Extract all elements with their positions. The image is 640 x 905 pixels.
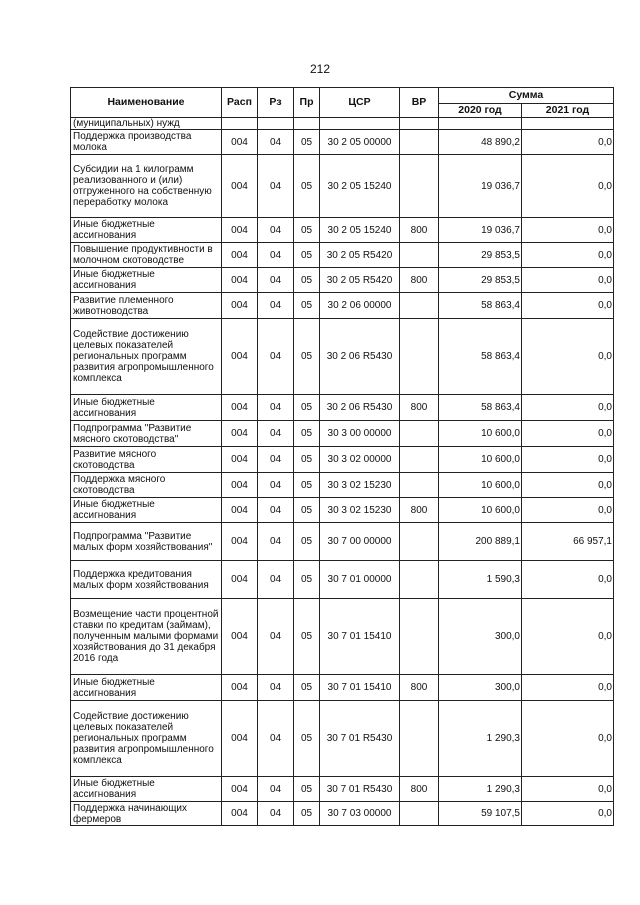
row-csr: 30 3 02 15230	[320, 498, 400, 523]
row-sum-2021: 0,0	[522, 675, 614, 701]
row-rz: 04	[258, 218, 294, 243]
row-pr: 05	[294, 599, 320, 675]
row-pr: 05	[294, 777, 320, 802]
row-vr	[400, 155, 439, 218]
row-csr: 30 2 05 15240	[320, 155, 400, 218]
row-sum-2020: 48 890,2	[439, 130, 522, 155]
table-row	[71, 701, 614, 777]
row-sum-2021: 0,0	[522, 447, 614, 473]
row-pr: 05	[294, 498, 320, 523]
table-row	[71, 421, 614, 447]
row-rasp	[222, 118, 258, 130]
row-rasp: 004	[222, 243, 258, 268]
row-sum-2020: 29 853,5	[439, 268, 522, 293]
row-sum-2020: 58 863,4	[439, 395, 522, 421]
row-csr: 30 3 00 00000	[320, 421, 400, 447]
budget-table	[70, 87, 614, 826]
table-row	[71, 675, 614, 701]
row-sum-2021: 0,0	[522, 802, 614, 826]
header-year-2021: 2021 год	[522, 104, 614, 118]
row-csr: 30 7 00 00000	[320, 523, 400, 561]
row-csr: 30 2 06 R5430	[320, 319, 400, 395]
row-pr: 05	[294, 218, 320, 243]
table-row	[71, 447, 614, 473]
table-row	[71, 268, 614, 293]
row-sum-2020: 59 107,5	[439, 802, 522, 826]
row-csr: 30 7 01 00000	[320, 561, 400, 599]
row-rasp: 004	[222, 218, 258, 243]
row-csr: 30 2 06 00000	[320, 293, 400, 319]
row-csr: 30 7 01 15410	[320, 599, 400, 675]
table-row	[71, 498, 614, 523]
header-rasp: Расп	[222, 88, 258, 118]
row-vr: 800	[400, 395, 439, 421]
row-name: Иные бюджетные ассигнования	[71, 395, 222, 421]
row-sum-2020: 300,0	[439, 599, 522, 675]
table-row	[71, 243, 614, 268]
row-sum-2020: 19 036,7	[439, 218, 522, 243]
row-vr: 800	[400, 218, 439, 243]
row-csr: 30 2 05 15240	[320, 218, 400, 243]
row-rasp: 004	[222, 701, 258, 777]
row-rasp: 004	[222, 293, 258, 319]
row-rasp: 004	[222, 498, 258, 523]
row-pr: 05	[294, 268, 320, 293]
table-row	[71, 293, 614, 319]
row-vr: 800	[400, 777, 439, 802]
row-sum-2021: 0,0	[522, 155, 614, 218]
row-sum-2021: 0,0	[522, 268, 614, 293]
table-row	[71, 561, 614, 599]
row-rasp: 004	[222, 523, 258, 561]
row-rasp: 004	[222, 395, 258, 421]
row-pr: 05	[294, 523, 320, 561]
row-rz: 04	[258, 498, 294, 523]
row-sum-2021: 0,0	[522, 498, 614, 523]
row-rasp: 004	[222, 155, 258, 218]
row-csr: 30 2 05 R5420	[320, 243, 400, 268]
row-pr: 05	[294, 421, 320, 447]
row-sum-2021: 0,0	[522, 561, 614, 599]
row-name: Иные бюджетные ассигнования	[71, 675, 222, 701]
row-rz: 04	[258, 421, 294, 447]
row-sum-2021: 0,0	[522, 473, 614, 498]
row-pr: 05	[294, 675, 320, 701]
row-pr: 05	[294, 130, 320, 155]
row-rz: 04	[258, 473, 294, 498]
table-row	[71, 130, 614, 155]
row-sum-2020: 10 600,0	[439, 421, 522, 447]
row-csr: 30 7 01 R5430	[320, 777, 400, 802]
row-vr: 800	[400, 675, 439, 701]
row-vr	[400, 421, 439, 447]
header-pr: Пр	[294, 88, 320, 118]
row-name: (муниципальных) нужд	[71, 118, 222, 130]
row-sum-2020: 29 853,5	[439, 243, 522, 268]
row-sum-2020: 1 290,3	[439, 777, 522, 802]
row-csr: 30 3 02 15230	[320, 473, 400, 498]
row-pr: 05	[294, 319, 320, 395]
row-sum-2021: 0,0	[522, 599, 614, 675]
row-sum-2020: 58 863,4	[439, 319, 522, 395]
row-name: Развитие мясного скотоводства	[71, 447, 222, 473]
table-row	[71, 218, 614, 243]
row-sum-2021: 0,0	[522, 293, 614, 319]
row-name: Субсидии на 1 килограмм реализованного и (или) отгруженного на собственную переработку молока	[71, 155, 222, 218]
row-csr: 30 7 03 00000	[320, 802, 400, 826]
row-pr: 05	[294, 802, 320, 826]
row-pr: 05	[294, 701, 320, 777]
row-vr	[400, 473, 439, 498]
row-name: Иные бюджетные ассигнования	[71, 218, 222, 243]
row-vr	[400, 293, 439, 319]
row-sum-2021: 0,0	[522, 701, 614, 777]
row-name: Поддержка кредитования малых форм хозяйствования	[71, 561, 222, 599]
row-rz: 04	[258, 675, 294, 701]
row-vr	[400, 118, 439, 130]
row-sum-2020: 58 863,4	[439, 293, 522, 319]
row-vr	[400, 701, 439, 777]
row-vr	[400, 523, 439, 561]
row-name: Подпрограмма "Развитие малых форм хозяйствования"	[71, 523, 222, 561]
row-vr	[400, 802, 439, 826]
row-sum-2020: 10 600,0	[439, 498, 522, 523]
table-row	[71, 319, 614, 395]
row-vr	[400, 243, 439, 268]
row-vr: 800	[400, 268, 439, 293]
row-csr: 30 2 06 R5430	[320, 395, 400, 421]
row-rz: 04	[258, 130, 294, 155]
row-rasp: 004	[222, 319, 258, 395]
row-sum-2021: 0,0	[522, 319, 614, 395]
header-name: Наименование	[71, 88, 222, 118]
row-rasp: 004	[222, 473, 258, 498]
row-name: Развитие племенного животноводства	[71, 293, 222, 319]
row-rasp: 004	[222, 675, 258, 701]
row-sum-2020: 19 036,7	[439, 155, 522, 218]
row-pr: 05	[294, 155, 320, 218]
row-rz: 04	[258, 447, 294, 473]
row-rasp: 004	[222, 802, 258, 826]
table-row	[71, 118, 614, 130]
row-pr: 05	[294, 473, 320, 498]
row-rasp: 004	[222, 130, 258, 155]
header-vr: ВР	[400, 88, 439, 118]
table-row	[71, 473, 614, 498]
row-csr: 30 7 01 15410	[320, 675, 400, 701]
row-name: Поддержка мясного скотоводства	[71, 473, 222, 498]
row-vr	[400, 130, 439, 155]
row-sum-2020	[439, 118, 522, 130]
row-vr	[400, 447, 439, 473]
row-sum-2021	[522, 118, 614, 130]
row-name: Подпрограмма "Развитие мясного скотоводства"	[71, 421, 222, 447]
header-sum: Сумма	[439, 88, 614, 104]
table-row	[71, 395, 614, 421]
row-name: Возмещение части процентной ставки по кредитам (займам), полученным малыми формами хозяйствования до 31 декабря 2016 года	[71, 599, 222, 675]
table-row	[71, 777, 614, 802]
table-row	[71, 155, 614, 218]
header-csr: ЦСР	[320, 88, 400, 118]
row-rz	[258, 118, 294, 130]
row-rz: 04	[258, 777, 294, 802]
row-rz: 04	[258, 319, 294, 395]
row-pr: 05	[294, 293, 320, 319]
row-sum-2021: 66 957,1	[522, 523, 614, 561]
row-pr: 05	[294, 395, 320, 421]
row-rasp: 004	[222, 561, 258, 599]
row-pr: 05	[294, 243, 320, 268]
row-rasp: 004	[222, 599, 258, 675]
row-csr: 30 2 05 00000	[320, 130, 400, 155]
row-rasp: 004	[222, 447, 258, 473]
row-rz: 04	[258, 395, 294, 421]
row-name: Иные бюджетные ассигнования	[71, 777, 222, 802]
row-sum-2021: 0,0	[522, 395, 614, 421]
row-name: Иные бюджетные ассигнования	[71, 268, 222, 293]
row-sum-2021: 0,0	[522, 243, 614, 268]
row-name: Иные бюджетные ассигнования	[71, 498, 222, 523]
table-row	[71, 523, 614, 561]
page-number: 212	[309, 62, 331, 76]
row-rz: 04	[258, 155, 294, 218]
row-sum-2020: 300,0	[439, 675, 522, 701]
row-vr	[400, 319, 439, 395]
row-csr	[320, 118, 400, 130]
row-sum-2020: 10 600,0	[439, 473, 522, 498]
row-vr	[400, 561, 439, 599]
row-vr	[400, 599, 439, 675]
header-rz: Рз	[258, 88, 294, 118]
row-vr: 800	[400, 498, 439, 523]
row-sum-2021: 0,0	[522, 421, 614, 447]
row-sum-2020: 10 600,0	[439, 447, 522, 473]
row-rz: 04	[258, 293, 294, 319]
row-sum-2020: 1 290,3	[439, 701, 522, 777]
row-sum-2021: 0,0	[522, 218, 614, 243]
row-name: Повышение продуктивности в молочном скотоводстве	[71, 243, 222, 268]
row-rasp: 004	[222, 268, 258, 293]
row-rz: 04	[258, 802, 294, 826]
row-rz: 04	[258, 523, 294, 561]
table-body	[71, 118, 614, 826]
row-rz: 04	[258, 243, 294, 268]
row-sum-2021: 0,0	[522, 130, 614, 155]
header-year-2020: 2020 год	[439, 104, 522, 118]
row-rz: 04	[258, 268, 294, 293]
row-name: Содействие достижению целевых показателей региональных программ развития агропромышленного комплекса	[71, 319, 222, 395]
row-csr: 30 7 01 R5430	[320, 701, 400, 777]
table-row	[71, 802, 614, 826]
row-pr	[294, 118, 320, 130]
row-name: Содействие достижению целевых показателей региональных программ развития агропромышленного комплекса	[71, 701, 222, 777]
row-csr: 30 3 02 00000	[320, 447, 400, 473]
row-sum-2020: 200 889,1	[439, 523, 522, 561]
row-csr: 30 2 05 R5420	[320, 268, 400, 293]
row-rz: 04	[258, 701, 294, 777]
row-name: Поддержка начинающих фермеров	[71, 802, 222, 826]
table-row	[71, 599, 614, 675]
row-sum-2021: 0,0	[522, 777, 614, 802]
row-pr: 05	[294, 447, 320, 473]
row-pr: 05	[294, 561, 320, 599]
row-rasp: 004	[222, 421, 258, 447]
row-name: Поддержка производства молока	[71, 130, 222, 155]
row-sum-2020: 1 590,3	[439, 561, 522, 599]
row-rz: 04	[258, 561, 294, 599]
row-rasp: 004	[222, 777, 258, 802]
row-rz: 04	[258, 599, 294, 675]
